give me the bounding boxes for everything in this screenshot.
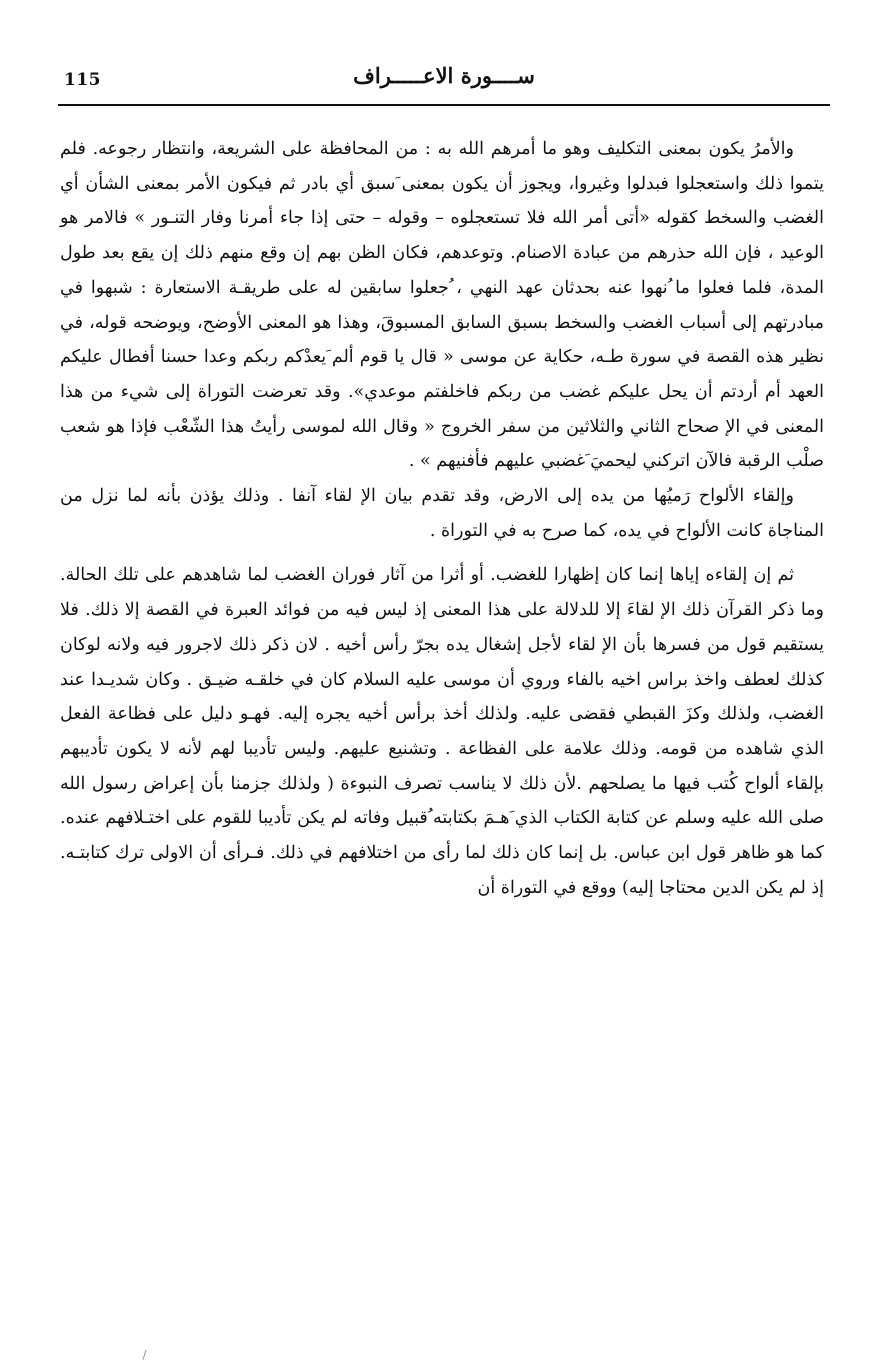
running-title: ســــورة الاعـــــراف — [353, 63, 535, 88]
paragraph: وإلقاء الألواح رَميُها من يده إلى الارض، وقد تقدم بيان الإ لقاء آنفا . وذلك يؤذن بأنه لما نزل من المناجاة كانت الألواح في يده، كما صرح به في التوراة . — [60, 486, 824, 541]
paragraph: ثم إن إلقاءه إياها إنما كان إظهارا للغضب. أو أثرا من آثار فوران الغضب لما شاهدهم على تلك الحالة. وما ذكر القرآن ذلك الإ لقاءَ إلا للدلالة على هذا المعنى إذ ليس فيه من فوائد العبرة في القصة إلا ذلك. فلا يستقيم قول من فسرها بأن الإ لقاء لأجل إشغال يده بجرّ رأس أخيه . لان ذكر ذلك لاجرور فيه ولانه لوكان كذلك لعطف واخذ براس اخيه بالفاء وروي أن موسى عليه السلام كان في خلقـه ضيـق . وكان شديـدا عند الغضب، ولذلك وكزَ القبطي فقضى عليه. ولذلك أخذ برأس أخيه يجره إليه. فهـو دليل على فظاعة الفعل الذي شاهده من قومه. وذلك علامة على الفظاعة . وتشنيع عليهم. وليس تأديبا لهم لأنه لا يكون تأديبهم بإلقاء ألواح كُتب فيها ما يصلحهم .لأن ذلك لا يناسب تصرف النبوءة ( ولذلك جزمنا بأن إعراض رسول الله صلى الله عليه وسلم عن كتابة الكتاب الذي َهـمَ بكتابته ُقبيل وفاته لم يكن تأديبا للقوم على اختـلافهم عنده. كما هو ظاهر قول ابن عباس. بل إنما كان ذلك لما رأى من اختلافهم في ذلك. فـرأى أن الاولى ترك كتابتـه. إذ لم يكن الدين محتاجا إليه) ووقع في التوراة أن — [60, 565, 824, 898]
page-header — [58, 60, 830, 100]
scan-mark — [143, 1350, 148, 1360]
paragraph: والأمرُ يكون بمعنى التكليف وهو ما أمرهم الله به : من المحافظة على الشريعة، وانتظار رجوعه. فلم يتموا ذلك واستعجلوا فبدلوا وغيروا، ويجوز أن يكون بمعنى َسبق أي بادر ثم فيكون الأمر بمعنى الشأن أي الغضب والسخط كقوله «أتى أمر الله فلا تستعجلوه – وقوله – حتى إذا جاء أمرنا وفار التنـور » فالامر هو الوعيد ، فإن الله حذرهم من عبادة الاصنام. وتوعدهم، فكان الظن بهم إن وقع منهم ذلك إن يقع بعد طول المدة، فلما فعلوا ما ُنهوا عنه بحدثان عهد النهي ، ُجعلوا سابقين له على طريقـة الاستعارة : شبهوا في مبادرتهم إلى أسباب الغضب والسخط بسبق السابق المسبوقَ، وهذا هو المعنى الأوضح، ويوضحه قوله، في نظير هذه القصة في سورة طـه، حكاية عن موسى « قال يا قوم ألم َيعدْكم ربكم وعدا حسنا أفطال عليكم العهد أم أردتم أن يحل عليكم غضب من ربكم فاخلفتم موعدي». وقد تعرضت التوراة إلى شيء من هذا المعنى في الإ صحاح الثاني والثلاثين من سفر الخروج « وقال الله لموسى رأيتُ هذا الشّعْب فإذا هو شعب صلْب الرقبة فالآن اتركني ليحميَ َغضبي عليهم فأفنيهم » . — [60, 139, 824, 472]
page-number: 115 — [64, 70, 101, 90]
header-divider — [58, 104, 830, 106]
body-text — [60, 132, 824, 905]
